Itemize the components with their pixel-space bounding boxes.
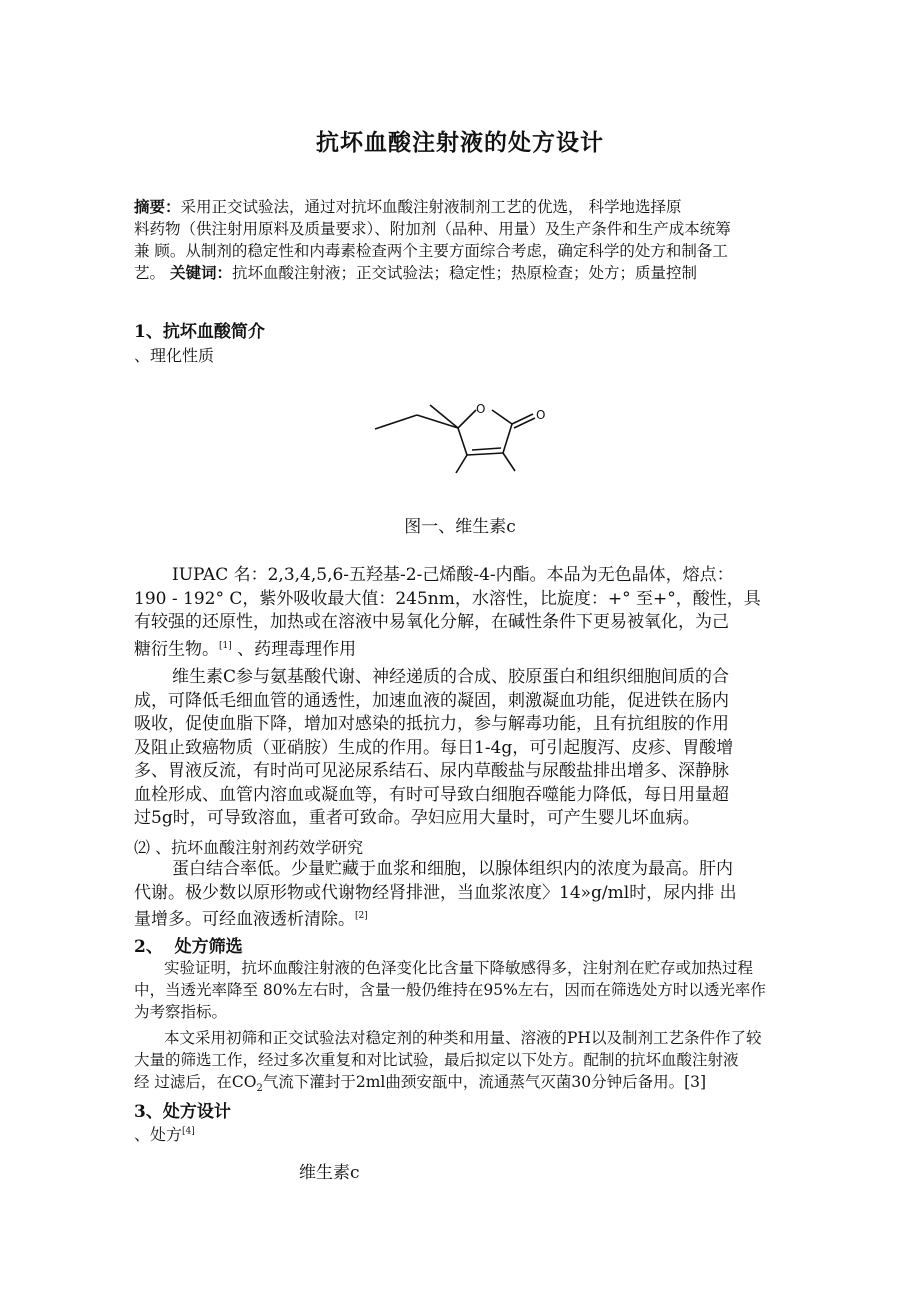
subsection-pharmacology: 、药理毒理作用 (237, 639, 357, 660)
text-line: 中，当透光率降至 80%左右时，含量一般仍维持在95%左右，因而在筛选处方时以透光率作 (134, 981, 766, 999)
oxygen-carbonyl-label: O (536, 408, 546, 422)
text-line: 吸收，促使血脂下降，增加对感染的抵抗力，参与解毒功能，且有抗组胺的作用 (134, 714, 729, 734)
paragraph-iupac (134, 564, 794, 662)
text-line: 量增多。可经血液透析清除。 (134, 909, 355, 930)
molecule-bonds (375, 405, 535, 473)
text-line: 成，可降低毛细血管的通透性，加速血液的凝固，刺激凝血功能，促进铁在肠内 (134, 690, 729, 711)
abstract-label: 摘要： (134, 197, 181, 216)
text-line: 蛋白结合率低。少量贮藏于血浆和细胞，以腺体组织内的浓度为最高。肝内 (172, 859, 733, 879)
text-line: 气流下灌封于2ml曲颈安瓿中，流通蒸气灭菌30分钟后备用。[3] (262, 1073, 707, 1091)
citation-ref-2[interactable]: [2] (355, 911, 368, 921)
page-title: 抗坏血酸注射液的处方设计 (316, 129, 604, 156)
subsection-physicochemical: 、理化性质 (134, 346, 215, 365)
text-line: 本文采用初筛和正交试验法对稳定剂的种类和用量、溶液的PH以及制剂工艺条件作了较 (164, 1029, 762, 1047)
text-line: 大量的筛选工作，经过多次重复和对比试验，最后拟定以下处方。配制的抗坏血酸注射液 (134, 1051, 739, 1069)
paragraph-pharmacodynamics (134, 858, 794, 932)
text-line: 过5g时，可导致溶血，重者可致命。孕妇应用大量时，可产生婴儿坏血病。 (134, 808, 700, 828)
subsection-formulation: 、处方 (134, 1125, 183, 1144)
figure-caption: 图一、维生素c (404, 517, 516, 537)
text-line: IUPAC 名：2,3,4,5,6-五羟基-2-己烯酸-4-内酯。本品为无色晶体，熔点： (172, 565, 734, 585)
text-line: 维生素C参与氨基酸代谢、神经递质的合成、胶原蛋白和组织细胞间质的合 (172, 667, 730, 687)
text-line: 代谢。极少数以原形物或代谢物经肾排泄，当血浆浓度〉14»g/ml时，尿内排 出 (134, 882, 737, 903)
citation-ref-1[interactable]: [1] (219, 640, 232, 651)
abstract-line: 采用正交试验法，通过对抗坏血酸注射液制剂工艺的优选， 科学地选择原 (180, 198, 682, 216)
subsection-pharmacodynamics: ⑵ 、抗坏血酸注射剂药效学研究 (134, 838, 364, 857)
abstract-line: 料药物（供注射用原料及质量要求）、附加剂（品种、用量）及生产条件和生产成本统筹 (134, 220, 731, 238)
oxygen-ring-label: O (476, 402, 486, 416)
abstract-line: 兼 顾。从制剂的稳定性和内毒素检查两个主要方面综合考虑，确定科学的处方和制备工 (134, 242, 728, 260)
text-line: 多、胃液反流，有时尚可见泌尿系结石、尿内草酸盐与尿酸盐排出增多、深静脉 (134, 761, 729, 781)
text-line: 血栓形成、血管内溶血或凝血等，有时可导致白细胞吞噬能力降低，每日用量超 (134, 784, 729, 805)
text-line: 及阻止致癌物质（亚硝胺）生成的作用。每日1-4g，可引起腹泻、皮疹、胃酸增 (134, 737, 734, 758)
text-line: 经 过滤后，在CO (134, 1073, 257, 1091)
section-3-heading: 3、处方设计 (134, 1102, 231, 1122)
text-line: 实验证明，抗坏血酸注射液的色泽变化比含量下降敏感得多，注射剂在贮存或加热过程 (164, 959, 754, 977)
vitamin-c-structure-figure (370, 395, 560, 485)
paragraph-screening-2 (134, 1027, 794, 1100)
subscript: 2 (256, 1083, 263, 1095)
keywords-label: 关键词： (169, 263, 232, 282)
abstract-line: 艺。 (134, 264, 170, 282)
abstract (134, 196, 794, 284)
section-1-heading: 1、抗坏血酸简介 (134, 322, 265, 342)
section-2-heading: 2、 处方筛选 (134, 937, 243, 957)
citation-ref-4[interactable]: [4] (182, 1126, 195, 1137)
text-line: 糖衍生物。 (134, 639, 219, 660)
paragraph-pharmacology (134, 666, 794, 831)
keywords: 抗坏血酸注射液；正交试验法；稳定性；热原检查；处方；质量控制 (231, 264, 697, 282)
paragraph-screening-1 (134, 957, 794, 1023)
text-line: 有较强的还原性，加热或在溶液中易氧化分解，在碱性条件下更易被氧化，为己 (134, 612, 729, 632)
formulation-item: 维生素c (299, 1163, 360, 1183)
text-line: 190 - 192° C，紫外吸收最大值：245nm，水溶性，比旋度：+° 至+°，酸性，具 (134, 588, 761, 609)
text-line: 为考察指标。 (134, 1003, 228, 1021)
